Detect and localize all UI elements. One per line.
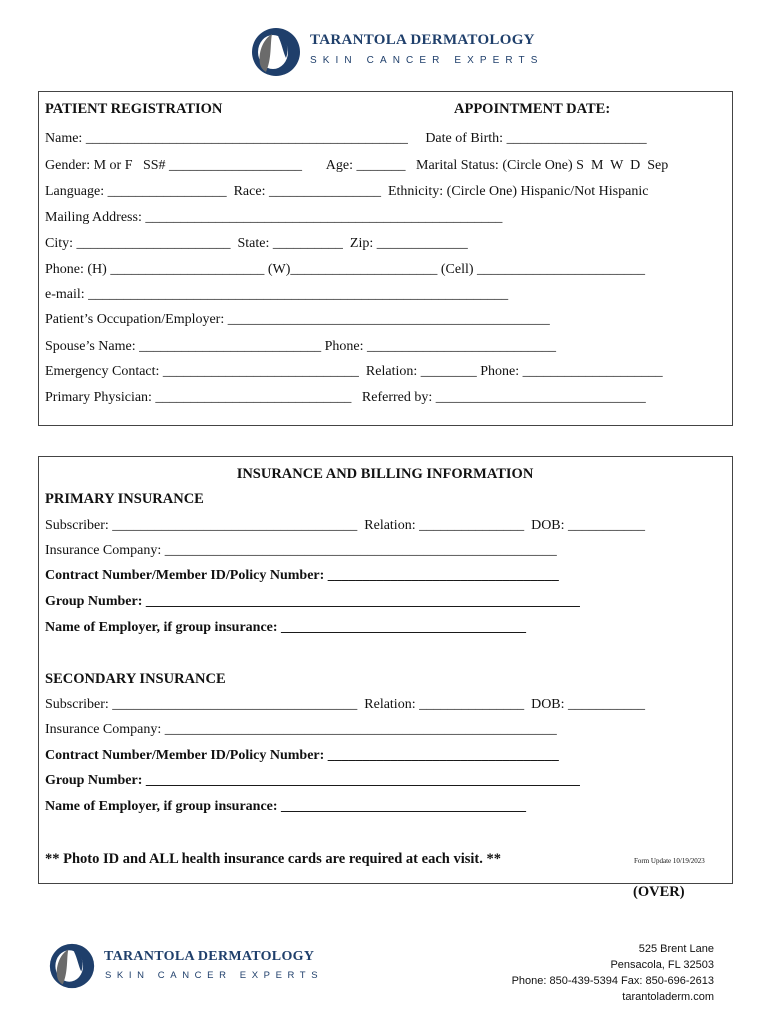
brand-tagline: SKIN CANCER EXPERTS (310, 55, 544, 66)
primary-subscriber-row[interactable]: Subscriber: ___________________________________ Relation: _______________ DOB: ___________ (45, 518, 646, 533)
footer-brand-name: TARANTOLA DERMATOLOGY (104, 949, 315, 964)
footer-brand-tagline: SKIN CANCER EXPERTS (105, 970, 324, 981)
logo-mark-icon (250, 24, 302, 80)
patient-registration-title: PATIENT REGISTRATION (45, 101, 223, 117)
footer-logo (48, 940, 324, 994)
spouse-row[interactable]: Spouse’s Name: __________________________ Phone: ___________________________ (45, 339, 556, 354)
gender-ss-age-marital-row[interactable]: Gender: M or F SS# ___________________ Age: _______ Marital Status: (Circle One) S M W D Sep (45, 158, 669, 173)
secondary-group-number-row[interactable]: Group Number: ______________________________________________________________ (45, 773, 580, 788)
email-row[interactable]: e-mail: ____________________________________________________________ (45, 287, 509, 302)
primary-group-number-row[interactable]: Group Number: ______________________________________________________________ (45, 594, 580, 609)
phone-row[interactable]: Phone: (H) ______________________ (W)_____________________ (Cell) ________________________ (45, 262, 646, 277)
contact-phones: Phone: 850-439-5394 Fax: 850-696-2613 (511, 975, 714, 987)
form-update-date: Form Update 10/19/2023 (634, 857, 705, 865)
address-street: 525 Brent Lane (638, 943, 714, 955)
language-race-ethnicity-row[interactable]: Language: _________________ Race: ________________ Ethnicity: (Circle One) Hispanic/Not Hispanic (45, 184, 649, 199)
mailing-address-row[interactable]: Mailing Address: ___________________________________________________ (45, 210, 503, 225)
primary-employer-row[interactable]: Name of Employer, if group insurance: ___________________________________ (45, 620, 527, 635)
header-logo (250, 24, 544, 80)
emergency-contact-row[interactable]: Emergency Contact: ____________________________ Relation: ________ Phone: ____________________ (45, 364, 663, 379)
brand-name: TARANTOLA DERMATOLOGY (310, 32, 535, 48)
photo-id-notice: ** Photo ID and ALL health insurance cards are required at each visit. ** (45, 851, 501, 867)
secondary-contract-number-row[interactable]: Contract Number/Member ID/Policy Number: _________________________________ (45, 748, 559, 763)
secondary-insurance-company-row[interactable]: Insurance Company: ________________________________________________________ (45, 722, 557, 737)
primary-contract-number-row[interactable]: Contract Number/Member ID/Policy Number: _________________________________ (45, 568, 559, 583)
over-label: (OVER) (633, 884, 685, 900)
insurance-title: INSURANCE AND BILLING INFORMATION (236, 466, 534, 482)
secondary-insurance-title: SECONDARY INSURANCE (45, 671, 226, 687)
primary-insurance-company-row[interactable]: Insurance Company: ________________________________________________________ (45, 543, 557, 558)
primary-physician-row[interactable]: Primary Physician: ____________________________ Referred by: ______________________________ (45, 390, 646, 405)
appointment-date-label: APPOINTMENT DATE: (454, 101, 611, 117)
address-city: Pensacola, FL 32503 (610, 959, 714, 971)
name-dob-row[interactable]: Name: ______________________________________________ Date of Birth: ____________________ (45, 131, 647, 146)
secondary-subscriber-row[interactable]: Subscriber: ___________________________________ Relation: _______________ DOB: ___________ (45, 697, 646, 712)
city-state-zip-row[interactable]: City: ______________________ State: __________ Zip: _____________ (45, 236, 468, 251)
secondary-employer-row[interactable]: Name of Employer, if group insurance: ___________________________________ (45, 799, 527, 814)
primary-insurance-title: PRIMARY INSURANCE (45, 491, 204, 507)
occupation-row[interactable]: Patient’s Occupation/Employer: ______________________________________________ (45, 312, 550, 327)
website-link[interactable]: tarantoladerm.com (622, 991, 714, 1003)
logo-mark-icon (48, 940, 96, 992)
